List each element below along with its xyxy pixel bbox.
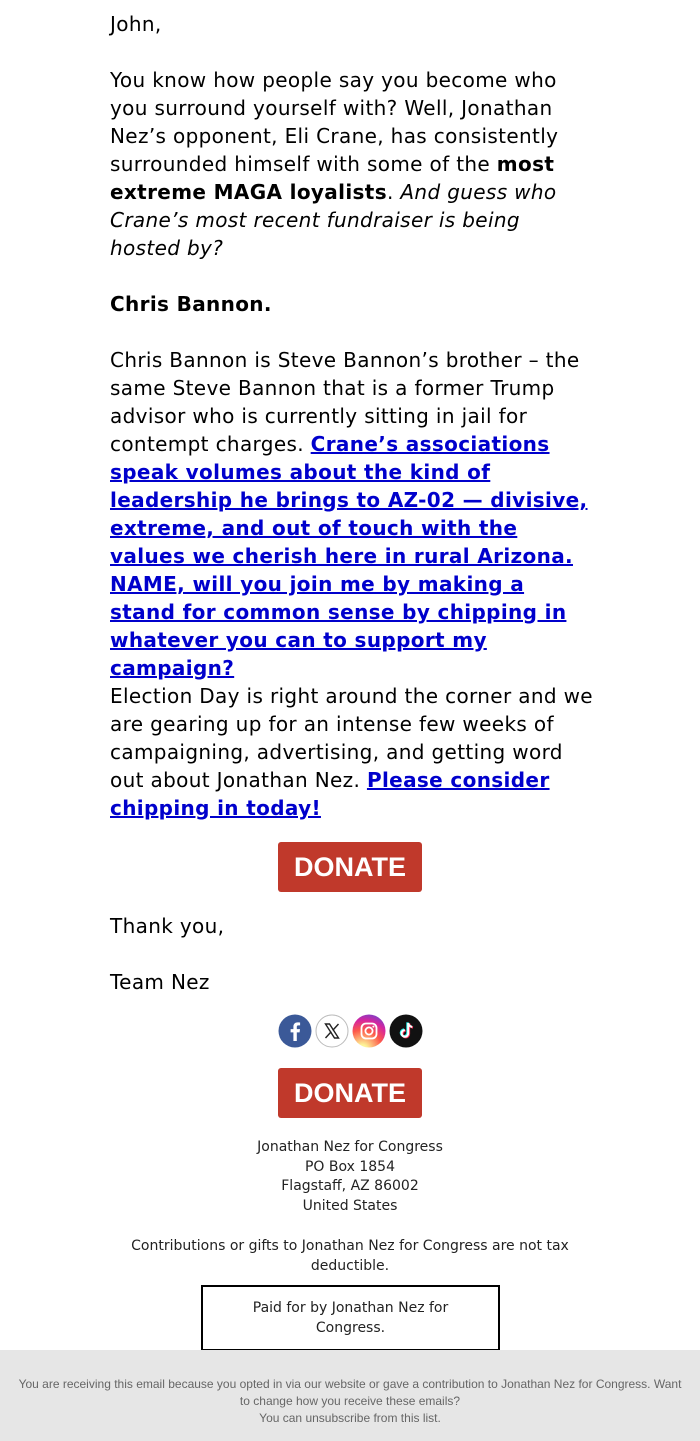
footer-country: United States xyxy=(302,1197,398,1214)
paragraph-intro xyxy=(110,66,595,262)
social-links xyxy=(278,1014,424,1050)
election-text: Election Day is right around the corner and we are gearing up for an intense few weeks of campaigning, advertising, and getting word out about Jonathan Nez. xyxy=(110,684,593,792)
chris-bannon-heading: Chris Bannon. xyxy=(110,292,272,316)
subscription-notice-band xyxy=(0,1350,700,1441)
paragraph-bannon xyxy=(110,346,595,682)
footer-address xyxy=(0,1138,700,1216)
intro-text-2: . xyxy=(386,180,401,204)
footer-city: Flagstaff, AZ 86002 xyxy=(281,1178,419,1195)
greeting: John, xyxy=(110,12,162,36)
donate-button-footer[interactable]: DONATE xyxy=(278,1068,422,1118)
signoff-thanks: Thank you, xyxy=(110,914,225,938)
facebook-icon[interactable] xyxy=(278,1014,312,1048)
intro-italic: And guess who Crane’s most recent fundraiser is being hosted by? xyxy=(110,180,557,260)
footer-pobox: PO Box 1854 xyxy=(304,1158,395,1175)
bannon-text: Chris Bannon is Steve Bannon’s brother – the same Steve Bannon that is a former Trump advisor who is currently sitting in jail for contempt charges. xyxy=(110,348,580,456)
paragraph-election xyxy=(110,682,595,822)
paid-for-text: Paid for by Jonathan Nez for Congress. xyxy=(252,1300,449,1336)
signoff-team: Team Nez xyxy=(110,970,210,994)
donate-button[interactable]: DONATE xyxy=(278,842,422,892)
chip-in-link[interactable]: Please consider chipping in today! xyxy=(110,768,550,820)
notice-text: You are receiving this email because you opted in via our website or gave a contribution to Jonathan Nez for Congress. Want to change how you receive these emails? xyxy=(18,1377,682,1408)
paid-for-box xyxy=(201,1285,500,1351)
intro-text: You know how people say you become who you surround yourself with? Well, Jonathan Nez’s opponent, Eli Crane, has consistently surrounded himself with some of the xyxy=(110,68,559,176)
tax-disclaimer: Contributions or gifts to Jonathan Nez for Congress are not tax deductible. xyxy=(131,1238,569,1274)
donate-appeal-link[interactable]: Crane’s associations speak volumes about the kind of leadership he brings to AZ-02 — divisive, extreme, and out of touch with the values we cherish here in rural Arizona. NAME, will you join me by making a stand for common sense by chipping in whatever you can to support my campaign? xyxy=(110,432,588,680)
subscription-notice xyxy=(14,1376,686,1427)
intro-bold: most extreme MAGA loyalists xyxy=(110,152,555,204)
footer-org: Jonathan Nez for Congress xyxy=(257,1139,443,1155)
tiktok-icon[interactable] xyxy=(389,1014,423,1048)
x-icon[interactable] xyxy=(315,1014,349,1048)
unsubscribe-text[interactable]: You can unsubscribe from this list. xyxy=(259,1411,441,1425)
paragraph-name xyxy=(110,290,595,318)
instagram-icon[interactable] xyxy=(352,1014,386,1048)
